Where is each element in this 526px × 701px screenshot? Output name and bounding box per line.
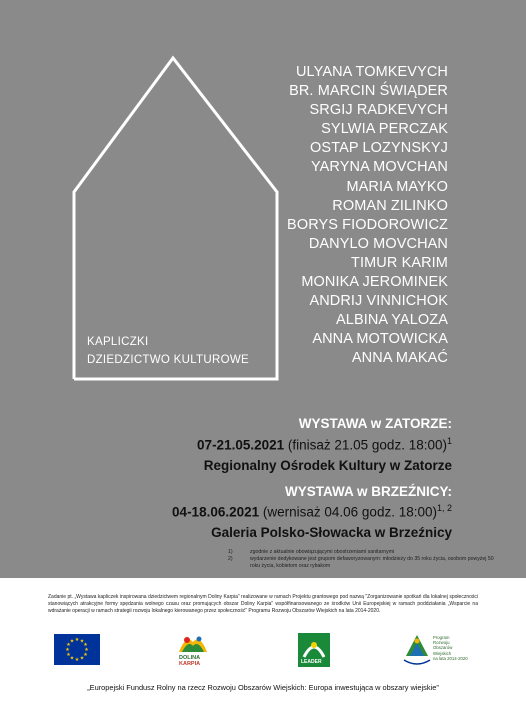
svg-text:★: ★	[84, 647, 89, 653]
artist-list	[287, 63, 448, 369]
svg-text:★: ★	[74, 637, 80, 643]
dolina-line2: KARPIA	[179, 661, 201, 667]
exhibition1-title: WYSTAWA w ZATORZE:	[298, 416, 452, 431]
prow-line3: Obszarów	[433, 645, 453, 651]
house-label-line1: KAPLICZKI	[87, 336, 149, 348]
exhibition1-dates: 07-21.05.2021	[197, 437, 285, 453]
artist-name: BORYS FIODOROWICZ	[287, 216, 448, 233]
exhibition2-dates: 04-18.06.2021	[172, 504, 260, 520]
prow-logo	[402, 632, 466, 668]
exhibition2-title: WYSTAWA w BRZEŹNICY:	[285, 484, 452, 499]
footnote	[228, 556, 500, 570]
prow-line5: na lata 2014-2020	[433, 655, 468, 661]
dolina-line1: DOLINA	[179, 655, 201, 661]
artist-name: SRGIJ RADKEVYCH	[309, 102, 448, 119]
artist-name: DANYLO MOVCHAN	[308, 235, 448, 252]
exhibition1-dates-line	[197, 436, 452, 453]
svg-text:★: ★	[69, 655, 75, 662]
artist-name: ANNA MAKAĆ	[351, 350, 448, 367]
exhibition1-footnote-ref: 1	[446, 436, 452, 446]
footnotes	[228, 549, 500, 570]
footnote-number: 1)	[228, 549, 233, 555]
artist-name: TIMUR KARIM	[351, 254, 448, 271]
slogan: „Europejski Fundusz Rolny na rzecz Rozwoju Obszarów Wiejskich: Europa inwestująca w obszary wiejskie”	[87, 683, 439, 692]
svg-text:★: ★	[66, 642, 71, 648]
footnote-text: wydarzenie dedykowane jest grupom defaworyzowanym: młodzieży do 35 roku życia, osobom powyżej 50 roku życia, kobietom oraz rybakom	[250, 556, 494, 569]
footnote	[228, 549, 500, 556]
prow-line1: Program	[433, 635, 450, 640]
footnote-text: zgodnie z aktualnie obowiązującymi obostrzeniami sanitarnymi	[250, 549, 395, 555]
eu-flag-icon	[54, 634, 100, 665]
leader-text: LEADER	[301, 659, 322, 665]
svg-text:★: ★	[83, 652, 88, 658]
prow-line4: Wiejskich	[433, 650, 452, 656]
house-label-line2: DZIEDZICTWO KULTUROWE	[87, 354, 249, 366]
artist-name: ULYANA TOMKEVYCH	[295, 64, 448, 80]
exhibition1-detail: (finisaż 21.05 godz. 18:00)	[284, 437, 447, 453]
dolina-karpia-logo	[176, 632, 210, 668]
exhibition2-footnote-ref: 1, 2	[436, 503, 452, 513]
svg-text:★: ★	[66, 652, 71, 658]
grant-note: Zadanie pt. „Wystawa kapliczek inspirowana dziedzictwem regionalnym Doliny Karpia” realizowane w ramach Projektu grantowego pod nazwą "Zorganizowanie spotkań dla lokalnej społeczności stanowiących atrakcyjne formy spędzania wolnego czasu oraz promujących obszar Doliny Karpia" współfinansowanego ze środków Unii Europejskiej w ramach poddziałania „Wsparcie na wdrażanie operacji w ramach strategii rozwoju lokalnego kierowanego przez społeczność” Programu Rozwoju Obszarów Wiejskich na lata 2014-2020.	[48, 594, 478, 614]
footnote-number: 2)	[228, 556, 233, 562]
artist-name: MARIA MAYKO	[346, 178, 448, 195]
artist-name: ANDRIJ VINNICHOK	[309, 293, 448, 310]
prow-line2: Rozwoju	[433, 640, 450, 646]
artist-name: OSTAP LOZYNSKYJ	[310, 140, 448, 157]
svg-text:★: ★	[79, 655, 85, 662]
artist-name: MONIKA JEROMINEK	[301, 274, 448, 291]
svg-text:★: ★	[79, 638, 85, 645]
exhibition2-dates-line	[172, 503, 452, 520]
artist-name: ALBINA YALOZA	[336, 312, 448, 329]
artist-name: BR. MARCIN ŚWIĄDER	[289, 83, 448, 100]
exhibition2-venue: Galeria Polsko-Słowacka w Brzeźnicy	[211, 525, 452, 540]
exhibition2-detail: (wernisaż 04.06 godz. 18:00)	[259, 504, 437, 520]
artist-name: YARYNA MOVCHAN	[310, 159, 448, 176]
svg-text:★: ★	[69, 638, 75, 645]
svg-text:★: ★	[65, 647, 70, 653]
artist-name: ANNA MOTOWICKA	[312, 331, 448, 348]
artist-name: SYLWIA PERCZAK	[321, 121, 448, 138]
artist-name: ROMAN ZILINKO	[332, 197, 448, 214]
exhibition1-venue: Regionalny Ośrodek Kultury w Zatorze	[203, 458, 452, 473]
leader-logo	[298, 633, 330, 667]
svg-text:★: ★	[83, 642, 88, 648]
svg-text:★: ★	[74, 657, 80, 663]
